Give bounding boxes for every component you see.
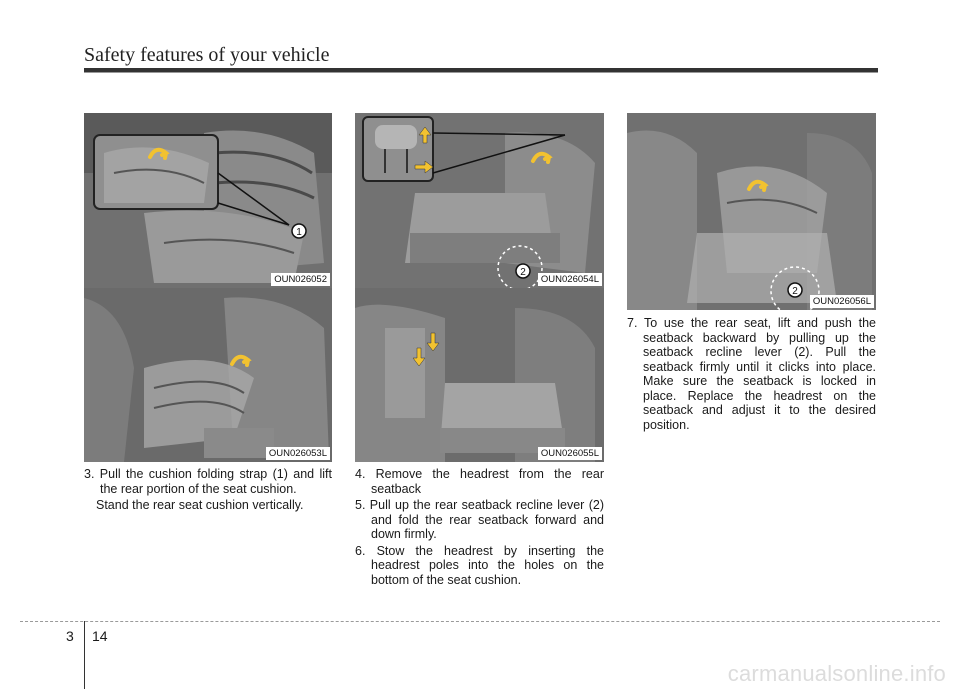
seat-illustration [627,113,876,310]
callout-2: 2 [792,286,798,297]
watermark: carmanualsonline.info [727,661,946,686]
page-number: 14 [92,628,108,644]
step-4: 4. Remove the headrest from the rear seatback [355,467,604,496]
step-3: 3. Pull the cushion folding strap (1) and lift the rear portion of the seat cushion. [84,467,332,496]
column-left [84,467,332,513]
figure-headrest-removal [355,113,604,288]
column-right [627,316,876,434]
step-7: 7. To use the rear seat, lift and push the seatback backward by pulling up the seatback recline lever (2). Pull the seatback firmly until it clicks into place. Make sure the seatback is locked in place. Replace the headrest on the seatback and adjust it to the desired position. [627,316,876,432]
column-middle [355,467,604,589]
step-3-note: Stand the rear seat cushion vertically. [96,498,304,512]
step-5: 5. Pull up the rear seatback recline lever (2) and fold the rear seatback forward and down firmly. [355,498,604,541]
seat-illustration [84,113,332,288]
chapter-number: 3 [66,628,74,644]
seat-illustration [355,113,604,288]
header-rule-light [84,72,878,73]
figure-label: OUN026052 [271,273,330,286]
header-title: Safety features of your vehicle [84,44,330,66]
footer-divider [20,621,940,622]
figure-label: OUN026053L [266,447,330,460]
figure-label: OUN026055L [538,447,602,460]
figure-label: OUN026056L [810,295,874,308]
footer-vertical-rule [84,621,85,689]
figure-headrest-stowed [355,288,604,462]
callout-1: 1 [296,227,302,238]
figure-seat-cushion-strap [84,113,332,288]
figure-label: OUN026054L [538,273,602,286]
figure-seat-cushion-raised [84,288,332,462]
seat-illustration [84,288,332,462]
seat-illustration [355,288,604,462]
figure-seatback-return [627,113,876,310]
callout-2: 2 [520,267,526,278]
step-6: 6. Stow the headrest by inserting the headrest poles into the holes on the bottom of the seat cushion. [355,543,604,587]
